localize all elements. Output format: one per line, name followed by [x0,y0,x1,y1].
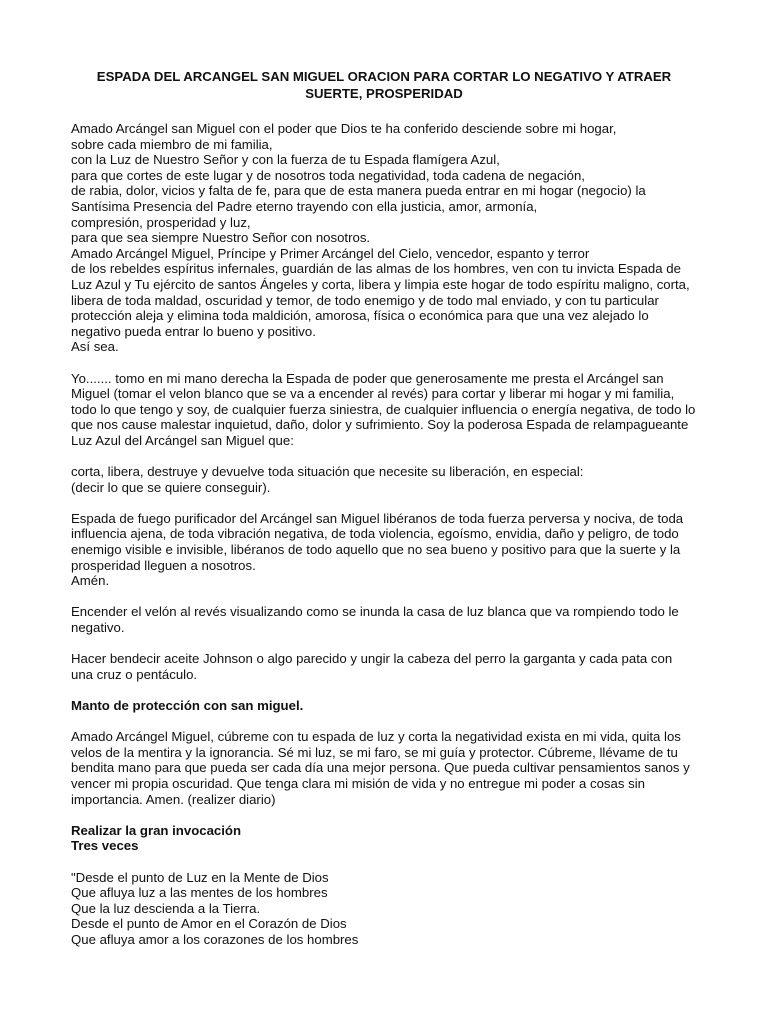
text-line: Desde el punto de Amor en el Corazón de Dios [71,916,347,932]
paragraph-gap [71,807,711,823]
document-title [60,68,708,102]
paragraph-gap [71,448,711,464]
text-line: Que la luz descienda a la Tierra. [71,900,261,916]
text-line: Luz Azul del Arcángel san Miguel que: [71,432,294,448]
text-line: corta, libera, destruye y devuelve toda situación que necesite su liberación, en especial: [71,464,584,480]
paragraph-gap [71,636,711,652]
section-heading: Tres veces [71,838,139,854]
text-line: Que afluya luz a las mentes de los hombres [71,885,328,901]
title-line: SUERTE, PROSPERIDAD [305,86,463,101]
text-line: influencia ajena, de toda vibración negativa, de toda violencia, egoísmo, envidia, daño y peligro, de todo [71,526,679,542]
text-line: Amado Arcángel san Miguel con el poder que Dios te ha conferido desciende sobre mi hogar, [71,121,617,136]
text-line: Amén. [71,573,110,589]
document-body [71,121,711,947]
text-line: velos de la mentira y la ignorancia. Sé mi luz, se mi faro, se mi guía y protector. Cúbreme, llévame de tu [71,744,678,760]
text-line: para que cortes de este lugar y de nosotros toda negatividad, toda cadena de negación, [71,167,585,183]
paragraph-gap [71,682,711,698]
text-line: todo lo que tengo y soy, de cualquier fuerza siniestra, de cualquier influencia o energía negativa, de todo lo [71,401,696,417]
text-line: Amado Arcángel Miguel, Príncipe y Primer Arcángel del Cielo, vencedor, espanto y terror [71,245,590,261]
section-heading: Realizar la gran invocación [71,822,242,838]
text-line: Luz Azul y Tu ejército de santos Ángeles y corta, libera y limpia este hogar de todo espíritu maligno, corta, [71,276,690,292]
text-line: para que sea siempre Nuestro Señor con nosotros. [71,230,371,246]
text-line: bendita mano para que pueda ser cada día una mejor persona. Que pueda cultivar pensamientos sanos y [71,760,690,776]
text-line: negativo. [71,620,125,635]
paragraph-gap [71,495,711,511]
text-line: Santísima Presencia del Padre eterno trayendo con ella justicia, amor, armonía, [71,198,538,214]
text-line: Que afluya amor a los corazones de los hombres [71,931,359,947]
text-line: (decir lo que se quiere conseguir). [71,479,271,495]
title-line: ESPADA DEL ARCANGEL SAN MIGUEL ORACION PARA CORTAR LO NEGATIVO Y ATRAER [96,69,672,84]
text-line: prosperidad lleguen a nosotros. [71,557,256,573]
text-line: Hacer bendecir aceite Johnson o algo parecido y ungir la cabeza del perro la garganta y cada pata con [71,651,673,667]
paragraph-gap [71,854,711,870]
text-line: Espada de fuego purificador del Arcángel san Miguel libéranos de toda fuerza perversa y nociva, de toda [71,510,684,526]
paragraph-gap [71,355,711,371]
text-line: Así sea. [71,339,119,355]
text-line: Amado Arcángel Miguel, cúbreme con tu espada de luz y corta la negatividad exista en mi vida, quita los [71,729,681,745]
text-line: de los rebeldes espíritus infernales, guardián de las almas de los hombres, ven con tu invicta Espada de [71,261,681,277]
text-line: compresión, prosperidad y luz, [71,214,251,230]
text-line: Encender el velón al revés visualizando como se inunda la casa de luz blanca que va rompiendo todo le [71,604,679,620]
text-line: importancia. Amen. (realizer diario) [71,791,276,807]
text-line: Miguel (tomar el velon blanco que se va a encender al revés) para cortar y liberar mi hogar y mi familia, [71,386,675,402]
paragraph-gap [71,589,711,605]
text-line: Yo....... tomo en mi mano derecha la Espada de poder que generosamente me presta el Arcángel san [71,370,664,386]
text-line: negativo pueda entrar lo bueno y positivo. [71,323,316,339]
text-line: una cruz o pentáculo. [71,666,198,682]
text-line: de rabia, dolor, vicios y falta de fe, para que de esta manera pueda entrar en mi hogar (negocio) la [71,183,646,199]
text-line: enemigo visible e invisible, libéranos de todo aquello que no sea bueno y positivo para que la suerte y la [71,542,681,558]
section-heading: Manto de protección con san miguel. [71,697,304,713]
text-line: "Desde el punto de Luz en la Mente de Dios [71,869,329,885]
text-line: protección aleja y elimina toda maldición, amorosa, física o económica para que una vez alejado lo [71,308,649,324]
text-line: sobre cada miembro de mi familia, [71,136,273,152]
paragraph-gap [71,714,711,730]
text-line: vencer mi propia oscuridad. Que tenga clara mi misión de vida y no entregue mi poder a cosas sin [71,775,645,791]
text-line: que nos cause malestar inquietud, daño, dolor y sufrimiento. Soy la poderosa Espada de relampagueante [71,417,689,433]
text-line: libera de toda maldad, oscuridad y temor, de todo enemigo y de todo mal enviado, y con tu particular [71,292,659,308]
text-line: con la Luz de Nuestro Señor y con la fuerza de tu Espada flamígera Azul, [71,152,500,168]
